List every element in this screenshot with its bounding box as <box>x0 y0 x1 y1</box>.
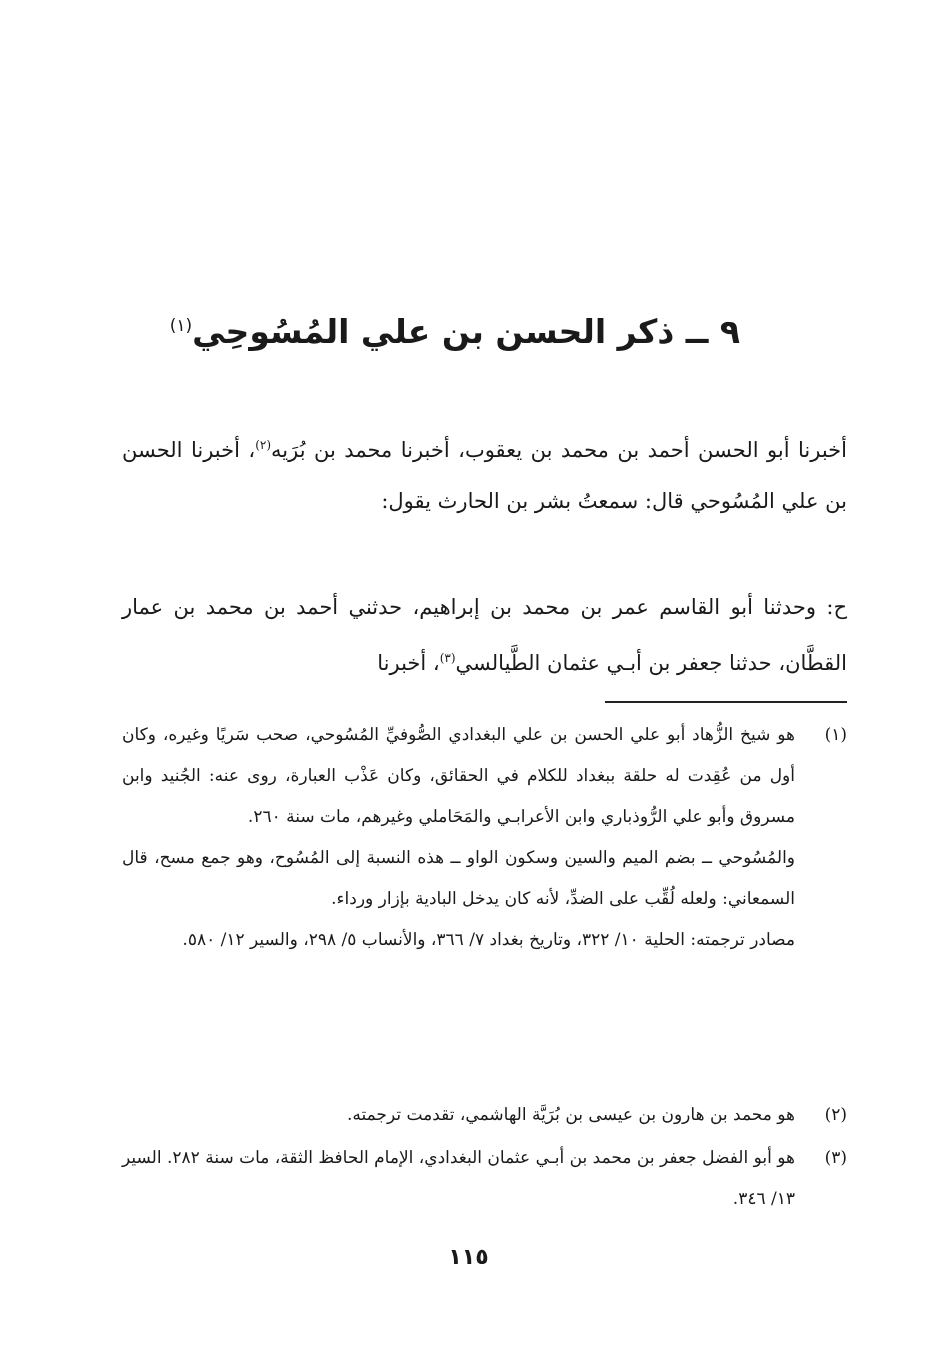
footnote-1-p2: والمُسُوحي ــ بضم الميم والسين وسكون الواو ــ هذه النسبة إلى المُسُوح، وهو جمع مسح، قال السمعاني: ولعله لُقِّب على الضدِّ، لأنه كان يدخل البادية بإزار ورداء. <box>122 848 795 909</box>
footnote-1 <box>122 715 847 961</box>
footnote-3 <box>122 1138 847 1220</box>
footnote-3-number: (٣) <box>824 1148 847 1168</box>
footnote-2-number: (٢) <box>824 1105 847 1125</box>
page-number: ١١٥ <box>448 1245 489 1270</box>
footnote-3-text: هو أبو الفضل جعفر بن محمد بن أبـي عثمان البغدادي، الإمام الحافظ الثقة، مات سنة ٢٨٢. السير ١٣/ ٣٤٦. <box>122 1148 795 1209</box>
para1-footnote-ref: (٢) <box>255 438 272 452</box>
footnote-divider <box>605 701 847 703</box>
para1-text-a: أخبرنا أبو الحسن أحمد بن محمد بن يعقوب، أخبرنا محمد بن بُرَيه <box>271 438 847 462</box>
paragraph-isnad-2 <box>122 582 847 689</box>
chapter-title: ٩ ــ ذكر الحسن بن علي المُسُوحِي <box>192 312 740 351</box>
para2-footnote-ref: (٣) <box>439 651 456 665</box>
footnote-2-text: هو محمد بن هارون بن عيسى بن بُرَيَّة الهاشمي، تقدمت ترجمته. <box>346 1105 795 1125</box>
footnote-1-p1: هو شيخ الزُّهاد أبو علي الحسن بن علي البغدادي الصُّوفيِّ المُسُوحي، صحب سَريًا وغيره، وكان أول من عُقِدت له حلقة ببغداد للكلام في الحقائق، وكان عَذْب العبارة، روى عنه: الجُنيد وابن مسروق وأبو علي الرُّوذباري وابن الأعرابـي والمَحَاملي وغيرهم، مات سنة ٢٦٠. <box>122 725 795 827</box>
paragraph-isnad-1 <box>122 420 847 527</box>
footnote-2 <box>122 1095 847 1136</box>
title-footnote-ref: (١) <box>169 316 193 336</box>
chapter-heading <box>150 296 740 362</box>
para2-text-a: ح: وحدثنا أبو القاسم عمر بن محمد بن إبراهيم، حدثني أحمد بن محمد بن عمار القطَّان، حدثنا جعفر بن أبـي عثمان الطَّيالسي <box>122 595 847 675</box>
para1-text-b: ، أخبرنا الحسن بن علي المُسُوحي قال: سمعتُ بشر بن الحارث يقول: <box>122 438 847 513</box>
footnote-1-number: (١) <box>824 725 847 745</box>
footnote-1-p3: مصادر ترجمته: الحلية ١٠/ ٣٢٢، وتاريخ بغداد ٧/ ٣٦٦، والأنساب ٥/ ٢٩٨، والسير ١٢/ ٥٨٠. <box>182 930 795 950</box>
para2-text-b: ، أخبرنا <box>377 651 440 675</box>
